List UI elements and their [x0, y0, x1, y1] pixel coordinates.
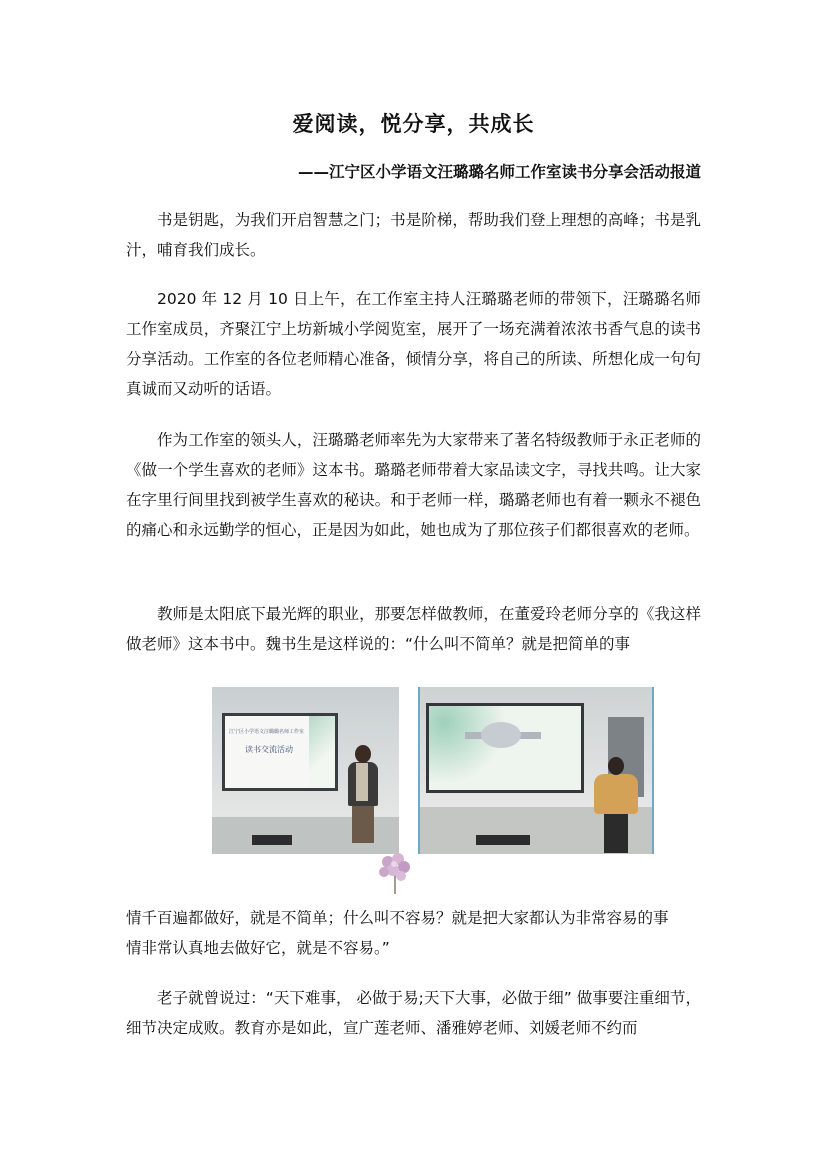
- speaker-figure: [346, 745, 380, 845]
- flower-decoration-icon: [372, 850, 418, 896]
- page-title: 爱阅读，悦分享，共成长: [292, 112, 535, 136]
- screen-caption: 江宁区小学语文汪璐璐名师工作室: [229, 729, 305, 735]
- activity-photo-2: [418, 687, 654, 854]
- paragraph-3: 作为工作室的领头人，汪璐璐老师率先为大家带来了著名特级教师于永正老师的《做一个学生喜欢的老师》这本书。璐璐老师带着大家品读文字，寻找共鸣。让大家在字里行间里找到被学生喜欢的秘诀。和于老师一样，璐璐老师也有着一颗永不褪色的痛心和永远勤学的恒心，正是因为如此，她也成为了那位孩子们都很喜欢的老师。: [126, 431, 701, 539]
- paragraph-1: 书是钥匙，为我们开启智慧之门；书是阶梯，帮助我们登上理想的高峰；书是乳汁，哺育我们成长。: [126, 211, 701, 259]
- page-subtitle: ——江宁区小学语文汪璐璐名师工作室读书分享会活动报道: [297, 163, 701, 181]
- projector-screen-2: [426, 703, 584, 793]
- projector-screen: [222, 713, 338, 791]
- paragraph-4: 教师是太阳底下最光辉的职业，那要怎样做教师，在董爱玲老师分享的《我这样做老师》这本书中。魏书生是这样说的：“什么叫不简单？就是把简单的事: [126, 605, 701, 653]
- continued-line-1: 情千百遍都做好，就是不简单；什么叫不容易？就是把大家都认为非常容易的事: [126, 909, 669, 927]
- continued-line-2: 情非常认真地去做好它，就是不容易。”: [126, 939, 390, 957]
- paragraph-5: 老子就曾说过：“天下难事， 必做于易;天下大事，必做于细” 做事要注重细节，细节决定成败。教育亦是如此，宣广莲老师、潘雅婷老师、刘媛老师不约而: [126, 989, 701, 1037]
- screen-title: 读书交流活动: [245, 745, 293, 754]
- paragraph-2: 2020 年 12 月 10 日上午，在工作室主持人汪璐璐老师的带领下，汪璐璐名师工作室成员，齐聚江宁上坊新城小学阅览室，展开了一场充满着浓浓书香气息的读书分享活动。工作室的各位老师精心准备，倾情分享，将自己的所读、所想化成一句句真诚而又动听的话语。: [126, 290, 701, 398]
- activity-photo-1: [212, 687, 399, 854]
- speaker-figure-2: [592, 757, 640, 854]
